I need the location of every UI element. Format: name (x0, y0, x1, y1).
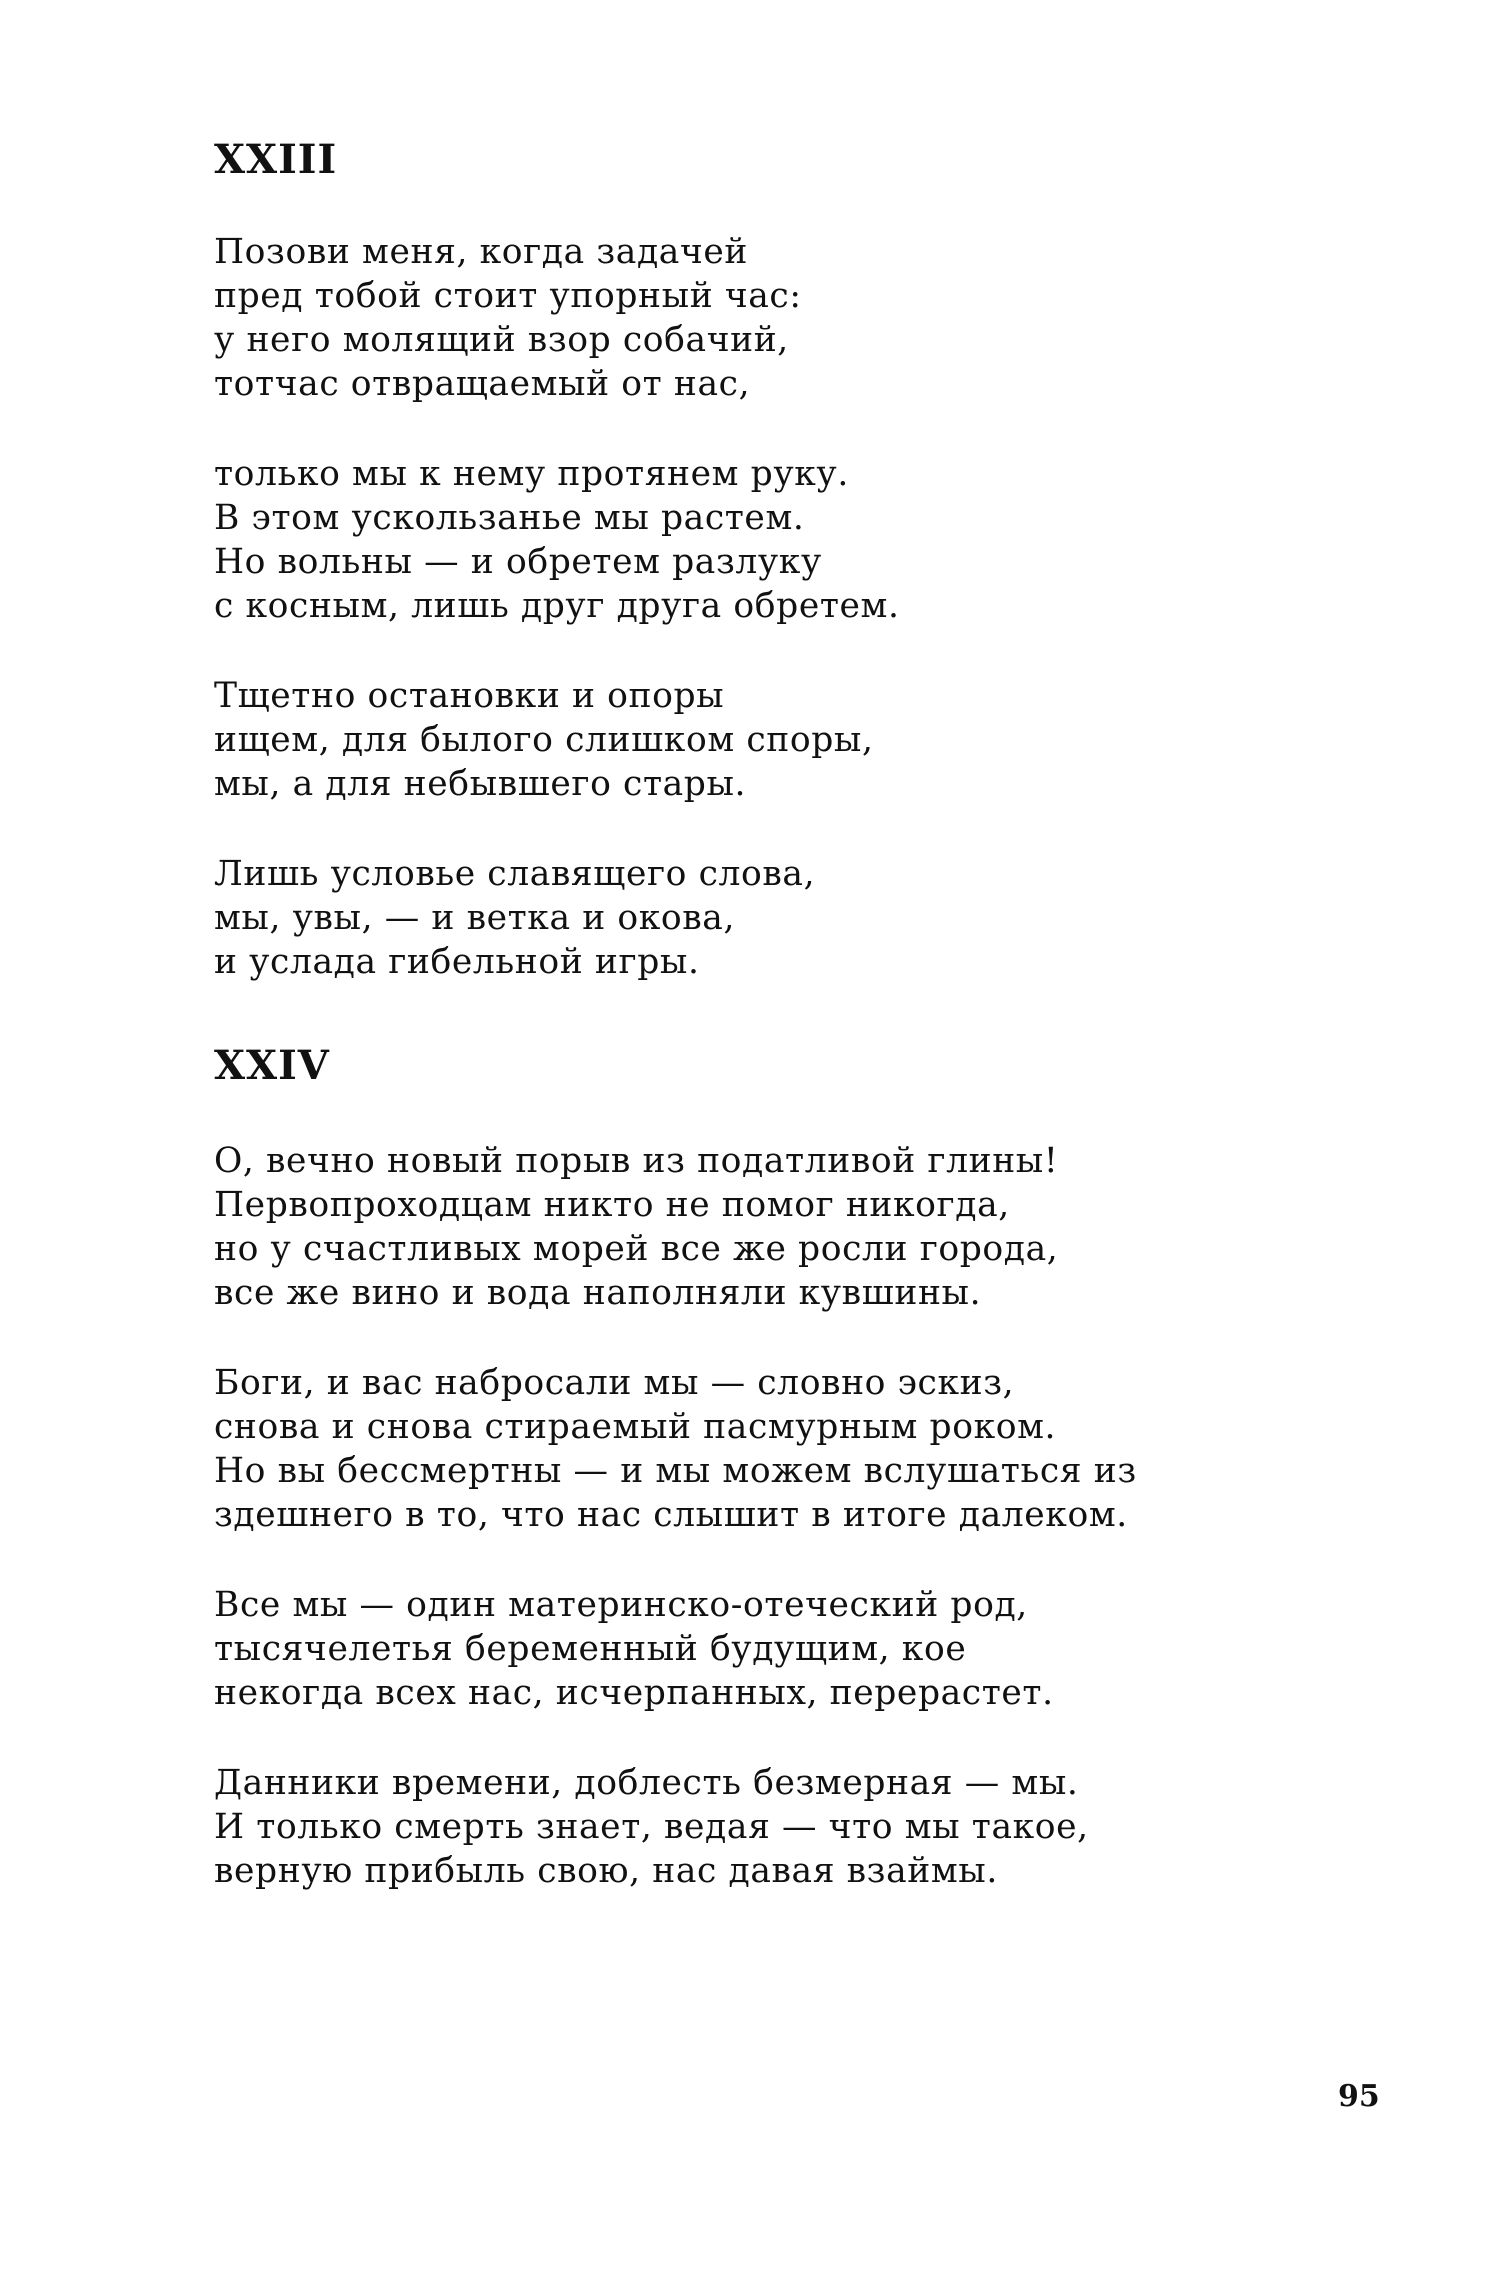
poem-line: мы, а для небывшего стары. (214, 764, 747, 804)
poem-line: тысячелетья беременный будущим, кое (214, 1629, 967, 1669)
stanza (214, 674, 1334, 806)
poem-line: Все мы — один материнско-отеческий род, (214, 1585, 1028, 1625)
stanza (214, 230, 1334, 406)
poem-line: у него молящий взор собачий, (214, 320, 789, 360)
poem-xxiii (214, 136, 1334, 984)
poem-line: Первопроходцам никто не помог никогда, (214, 1185, 1010, 1225)
poem-line: но у счастливых морей все же росли города, (214, 1229, 1059, 1269)
poem-line: тотчас отвращаемый от нас, (214, 364, 751, 404)
poem-line: В этом ускользанье мы растем. (214, 498, 805, 538)
poem-line: только мы к нему протянем руку. (214, 454, 849, 494)
poem-line: пред тобой стоит упорный час: (214, 276, 802, 316)
poem-line: снова и снова стираемый пасмурным роком. (214, 1407, 1057, 1447)
poem-line: Но вы бессмертны — и мы можем вслушаться из (214, 1451, 1137, 1491)
poem-line: с косным, лишь друг друга обретем. (214, 586, 900, 626)
stanza (214, 1583, 1334, 1715)
poem-line: все же вино и вода наполняли кувшины. (214, 1273, 982, 1313)
poem-line: Боги, и вас набросали мы — словно эскиз, (214, 1363, 1015, 1403)
stanza (214, 852, 1334, 984)
poem-line: Но вольны — и обретем разлуку (214, 542, 822, 582)
poem-line: И только смерть знает, ведая — что мы такое, (214, 1807, 1089, 1847)
poem-line: Тщетно остановки и опоры (214, 676, 725, 716)
page-number: 95 (1338, 2079, 1380, 2114)
poem-line: Данники времени, доблесть безмерная — мы. (214, 1763, 1079, 1803)
stanza (214, 1361, 1334, 1537)
poem-line: Лишь условье славящего слова, (214, 854, 816, 894)
stanza (214, 1139, 1334, 1315)
poem-xxiv (214, 1042, 1334, 1893)
poem-title: XXIII (214, 136, 338, 183)
poem-line: мы, увы, — и ветка и окова, (214, 898, 736, 938)
poem-line: ищем, для былого слишком споры, (214, 720, 874, 760)
stanza (214, 1761, 1334, 1893)
poem-line: здешнего в то, что нас слышит в итоге далеком. (214, 1495, 1128, 1535)
stanza (214, 452, 1334, 628)
poem-line: некогда всех нас, исчерпанных, перерастет. (214, 1673, 1054, 1713)
poem-line: и услада гибельной игры. (214, 942, 700, 982)
poem-line: О, вечно новый порыв из податливой глины! (214, 1141, 1059, 1181)
poem-line: Позови меня, когда задачей (214, 232, 748, 272)
poem-line: верную прибыль свою, нас давая взаймы. (214, 1851, 998, 1891)
poem-title: XXIV (214, 1042, 330, 1089)
